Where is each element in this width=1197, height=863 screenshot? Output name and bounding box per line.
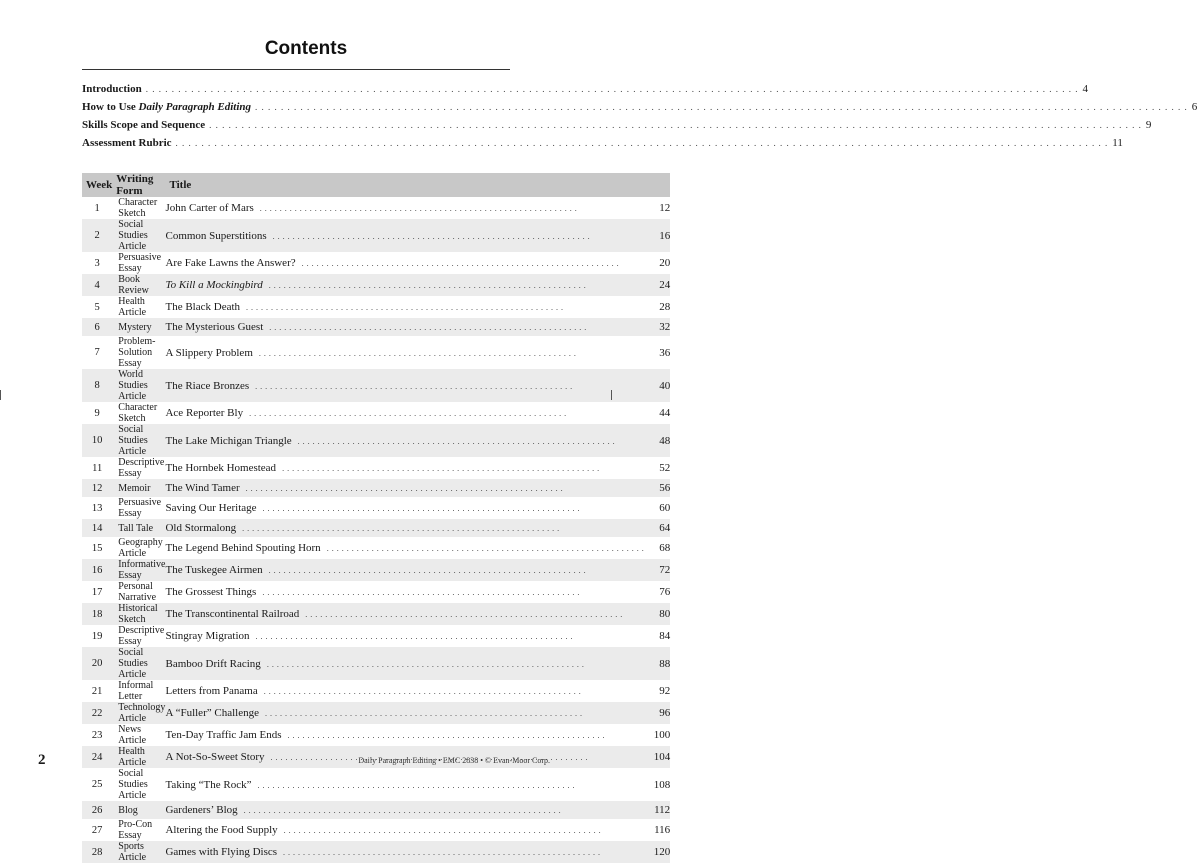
week-number: 6 <box>82 318 112 336</box>
intro-label: Introduction <box>82 83 142 95</box>
week-number: 1 <box>94 202 100 214</box>
title-cell <box>165 680 670 702</box>
title-cell <box>165 296 670 318</box>
title-entry <box>165 380 670 392</box>
page-ref: 116 <box>654 824 671 836</box>
intro-item-scope-sequence[interactable] <box>82 119 1152 137</box>
page-ref: 100 <box>653 729 671 741</box>
week-number: 28 <box>82 841 112 863</box>
page-ref: 12 <box>659 202 671 214</box>
title-entry <box>165 279 670 291</box>
margin-tick-left <box>0 390 1 400</box>
writing-form: Health Article <box>112 746 165 768</box>
title-cell <box>165 336 670 369</box>
week-number: 23 <box>91 729 103 741</box>
title-cell <box>165 402 670 424</box>
title-cell <box>165 819 670 841</box>
intro-section <box>82 83 1197 155</box>
writing-form: Historical Sketch <box>112 603 165 625</box>
table-row[interactable] <box>82 497 670 519</box>
dot-leader <box>242 524 644 533</box>
week-number: 24 <box>82 746 112 768</box>
page-ref: 16 <box>659 229 671 242</box>
table-row[interactable] <box>82 801 670 819</box>
title-cell <box>165 369 670 402</box>
page-ref: 108 <box>653 778 671 791</box>
header-title: Title <box>165 173 670 197</box>
title-entry <box>165 729 670 741</box>
page-ref: 92 <box>659 685 671 697</box>
selection-title: Bamboo Drift Racing <box>165 657 261 670</box>
intro-label-italic: Daily Paragraph Editing <box>138 101 251 113</box>
writing-form: World Studies Article <box>112 369 165 402</box>
title-entry <box>165 462 670 474</box>
writing-form: Memoir <box>112 479 165 497</box>
title-cell <box>165 497 670 519</box>
page-number: 2 <box>38 752 46 768</box>
title-entry <box>165 586 670 598</box>
week-number: 19 <box>91 630 103 642</box>
dot-leader <box>269 566 645 575</box>
week-number: 17 <box>91 586 103 598</box>
intro-label-prefix: How to Use <box>82 101 139 113</box>
table-row[interactable] <box>82 768 670 801</box>
dot-leader <box>267 660 644 669</box>
selection-title: The Wind Tamer <box>165 482 240 494</box>
intro-label <box>82 101 251 113</box>
intro-label: Assessment Rubric <box>82 137 172 149</box>
dot-leader <box>176 138 1109 148</box>
dot-leader <box>302 259 645 268</box>
title-cell <box>165 197 670 219</box>
week-number: 7 <box>94 347 100 358</box>
title-cell <box>165 724 670 746</box>
selection-title: A Slippery Problem <box>165 346 253 359</box>
table-row[interactable] <box>82 625 670 647</box>
selection-title: Ace Reporter Bly <box>165 407 244 419</box>
table-row[interactable] <box>82 197 670 219</box>
dot-leader <box>298 437 645 446</box>
title-entry <box>165 407 670 419</box>
page-ref: 36 <box>659 346 671 359</box>
week-number: 15 <box>91 542 103 554</box>
intro-page: 6 <box>1191 101 1197 113</box>
page-ref: 72 <box>659 564 671 576</box>
week-number: 21 <box>91 685 103 697</box>
selection-title: To Kill a Mockingbird <box>165 279 263 291</box>
title-cell <box>165 318 670 336</box>
table-header-row <box>82 173 670 197</box>
table-row[interactable] <box>82 819 670 841</box>
dot-leader <box>249 409 644 418</box>
selection-title: Taking “The Rock” <box>165 778 252 791</box>
table-row[interactable] <box>82 537 670 559</box>
selection-title: Games with Flying Discs <box>165 846 278 858</box>
week-number: 9 <box>94 407 100 419</box>
dot-leader <box>255 102 1188 112</box>
table-row[interactable] <box>82 647 670 680</box>
title-cell <box>165 457 670 479</box>
title-entry <box>165 824 670 836</box>
week-number: 26 <box>82 801 112 819</box>
writing-form: Descriptive Essay <box>118 625 165 647</box>
dot-leader <box>259 349 644 358</box>
title-entry <box>165 658 670 670</box>
writing-form: Pro-Con Essay <box>118 819 153 841</box>
footer-credit: Daily Paragraph Editing • EMC 2838 • © Evan-Moor Corp. <box>358 756 550 765</box>
selection-title: The Tuskegee Airmen <box>165 564 263 576</box>
table-row[interactable] <box>82 369 670 402</box>
writing-form: Character Sketch <box>118 402 158 424</box>
title-cell <box>165 537 670 559</box>
title-entry <box>165 482 670 494</box>
dot-leader <box>263 504 645 513</box>
selection-title: Stingray Migration <box>165 630 250 642</box>
page-ref: 88 <box>659 657 671 670</box>
title-entry <box>165 321 670 333</box>
dot-leader <box>288 731 645 740</box>
writing-form: Social Studies Article <box>112 424 165 457</box>
table-row[interactable] <box>82 336 670 369</box>
selection-title: The Hornbek Homestead <box>165 462 277 474</box>
dot-leader <box>246 303 644 312</box>
title-cell <box>165 274 670 296</box>
page-ref: 112 <box>654 804 671 816</box>
writing-form: Health Article <box>118 296 147 318</box>
selection-title: The Black Death <box>165 301 241 313</box>
writing-form: Mystery <box>112 318 165 336</box>
week-number: 25 <box>91 779 103 790</box>
week-number: 8 <box>82 369 112 402</box>
table-row[interactable] <box>82 479 670 497</box>
week-number: 13 <box>91 502 103 514</box>
week-number: 4 <box>82 274 112 296</box>
page-ref: 64 <box>659 522 671 534</box>
page-ref: 24 <box>659 279 671 291</box>
title-entry <box>165 230 670 242</box>
table-row[interactable] <box>82 603 670 625</box>
selection-title: Gardeners’ Blog <box>165 804 238 816</box>
title-cell <box>165 603 670 625</box>
title-entry <box>165 564 670 576</box>
selection-title: A Not-So-Sweet Story <box>165 751 265 763</box>
dot-leader <box>283 848 644 857</box>
title-entry <box>165 347 670 359</box>
title-cell <box>165 801 670 819</box>
page-ref: 40 <box>659 379 671 392</box>
title-divider <box>82 69 510 70</box>
writing-form: Informative Essay <box>112 559 165 581</box>
dot-leader <box>269 281 644 290</box>
page-ref: 60 <box>659 502 671 514</box>
week-number: 2 <box>82 219 112 252</box>
header-writing-form: Writing Form <box>112 173 165 197</box>
title-cell <box>165 625 670 647</box>
table-row[interactable] <box>82 296 670 318</box>
page-ref: 104 <box>653 751 671 763</box>
table-row[interactable] <box>82 219 670 252</box>
selection-title: John Carter of Mars <box>165 202 254 214</box>
page-ref: 20 <box>659 257 671 269</box>
dot-leader <box>209 120 1142 130</box>
selection-title: Old Stormalong <box>165 522 237 534</box>
title-cell <box>165 647 670 680</box>
writing-form: Persuasive Essay <box>118 252 162 274</box>
selection-title: Letters from Panama <box>165 685 258 697</box>
table-row[interactable] <box>82 274 670 296</box>
writing-form: Personal Narrative <box>118 581 157 603</box>
page-ref: 84 <box>659 630 671 642</box>
dot-leader <box>255 382 644 391</box>
title-cell <box>165 841 670 863</box>
title-cell <box>165 702 670 724</box>
title-entry <box>165 522 670 534</box>
dot-leader <box>282 464 644 473</box>
selection-title: A “Fuller” Challenge <box>165 707 259 719</box>
week-number: 11 <box>92 462 103 474</box>
selection-title: The Grossest Things <box>165 586 257 598</box>
title-entry <box>165 608 670 620</box>
dot-leader <box>269 323 644 332</box>
dot-leader <box>305 610 644 619</box>
week-number: 5 <box>94 301 100 313</box>
intro-page: 11 <box>1112 137 1123 149</box>
title-entry <box>165 804 670 816</box>
table-row[interactable] <box>82 457 670 479</box>
week-number: 27 <box>91 824 103 836</box>
table-row[interactable] <box>82 581 670 603</box>
writing-form: News Article <box>118 724 147 746</box>
page-ref: 96 <box>659 707 671 719</box>
title-entry <box>165 257 670 269</box>
page-ref: 52 <box>659 462 671 474</box>
writing-form: Tall Tale <box>112 519 165 537</box>
title-entry <box>165 502 670 514</box>
page-ref: 76 <box>659 586 671 598</box>
intro-page: 9 <box>1145 119 1152 131</box>
intro-item-introduction[interactable] <box>82 83 1088 101</box>
table-row[interactable] <box>82 424 670 457</box>
week-number: 18 <box>82 603 112 625</box>
dot-leader <box>262 588 644 597</box>
writing-form: Social Studies Article <box>112 219 165 252</box>
selection-title: The Mysterious Guest <box>165 321 264 333</box>
dot-leader <box>246 484 645 493</box>
writing-form: Problem-Solution Essay <box>118 336 156 369</box>
table-row[interactable] <box>82 680 670 702</box>
intro-item-how-to-use[interactable] <box>82 101 1197 119</box>
dot-leader <box>264 687 644 696</box>
title-cell <box>165 424 670 457</box>
week-number: 12 <box>82 479 112 497</box>
title-entry <box>165 435 670 447</box>
page-ref: 28 <box>659 301 671 313</box>
writing-form: Sports Article <box>112 841 165 863</box>
table-row[interactable] <box>82 841 670 863</box>
writing-form: Character Sketch <box>118 197 158 219</box>
table-row[interactable] <box>82 559 670 581</box>
selection-title: The Transcontinental Railroad <box>165 608 300 620</box>
writing-form: Technology Article <box>112 702 165 724</box>
week-number: 14 <box>82 519 112 537</box>
page-ref: 80 <box>659 608 671 620</box>
page-ref: 48 <box>659 434 671 447</box>
selection-title: Saving Our Heritage <box>165 502 257 514</box>
selection-title: The Lake Michigan Triangle <box>165 434 292 447</box>
table-row[interactable] <box>82 702 670 724</box>
dot-leader <box>244 806 645 815</box>
dot-leader <box>265 709 644 718</box>
page-title: Contents <box>264 38 348 59</box>
title-entry <box>165 779 670 791</box>
writing-form: Geography Article <box>118 537 163 559</box>
title-entry <box>165 685 670 697</box>
dot-leader <box>260 204 644 213</box>
selection-title: The Legend Behind Spouting Horn <box>165 542 321 554</box>
title-entry <box>165 846 670 858</box>
title-cell <box>165 768 670 801</box>
writing-form: Descriptive Essay <box>118 457 165 479</box>
title-entry <box>165 301 670 313</box>
selection-title: Are Fake Lawns the Answer? <box>165 257 296 269</box>
table-row[interactable] <box>82 252 670 274</box>
writing-form: Social Studies Article <box>118 768 148 801</box>
title-cell <box>165 581 670 603</box>
writing-form: Informal Letter <box>118 680 154 702</box>
week-number: 10 <box>82 424 112 457</box>
dot-leader <box>327 544 645 553</box>
dot-leader <box>284 826 645 835</box>
week-number: 20 <box>82 647 112 680</box>
page-ref: 56 <box>659 482 671 494</box>
week-number: 3 <box>94 257 100 269</box>
dot-leader <box>273 232 645 241</box>
selection-title: Ten-Day Traffic Jam Ends <box>165 729 282 741</box>
title-cell <box>165 219 670 252</box>
writing-form: Social Studies Article <box>112 647 165 680</box>
title-entry <box>165 707 670 719</box>
dot-leader <box>146 84 1079 94</box>
page-ref: 120 <box>653 846 671 858</box>
intro-page: 4 <box>1082 83 1088 95</box>
header-week: Week <box>82 173 112 197</box>
selection-title: Altering the Food Supply <box>165 824 278 836</box>
page-ref: 44 <box>659 407 671 419</box>
week-number: 22 <box>82 702 112 724</box>
table-row[interactable] <box>82 318 670 336</box>
title-entry <box>165 542 670 554</box>
title-cell <box>165 252 670 274</box>
dot-leader <box>256 632 645 641</box>
dot-leader <box>257 781 644 790</box>
table-row[interactable] <box>82 402 670 424</box>
writing-form: Persuasive Essay <box>118 497 162 519</box>
intro-item-assessment-rubric[interactable] <box>82 137 1123 155</box>
selection-title: The Riace Bronzes <box>165 379 250 392</box>
table-row[interactable] <box>82 724 670 746</box>
selection-title: Common Superstitions <box>165 229 267 242</box>
intro-label: Skills Scope and Sequence <box>82 119 206 131</box>
title-entry <box>165 202 670 214</box>
title-entry <box>165 630 670 642</box>
title-cell <box>165 519 670 537</box>
page-ref: 32 <box>659 321 671 333</box>
writing-form: Book Review <box>112 274 165 296</box>
table-row[interactable] <box>82 519 670 537</box>
title-cell <box>165 479 670 497</box>
title-cell <box>165 559 670 581</box>
writing-form: Blog <box>112 801 165 819</box>
week-number: 16 <box>82 559 112 581</box>
page-ref: 68 <box>659 542 671 554</box>
margin-tick-right <box>611 390 612 400</box>
